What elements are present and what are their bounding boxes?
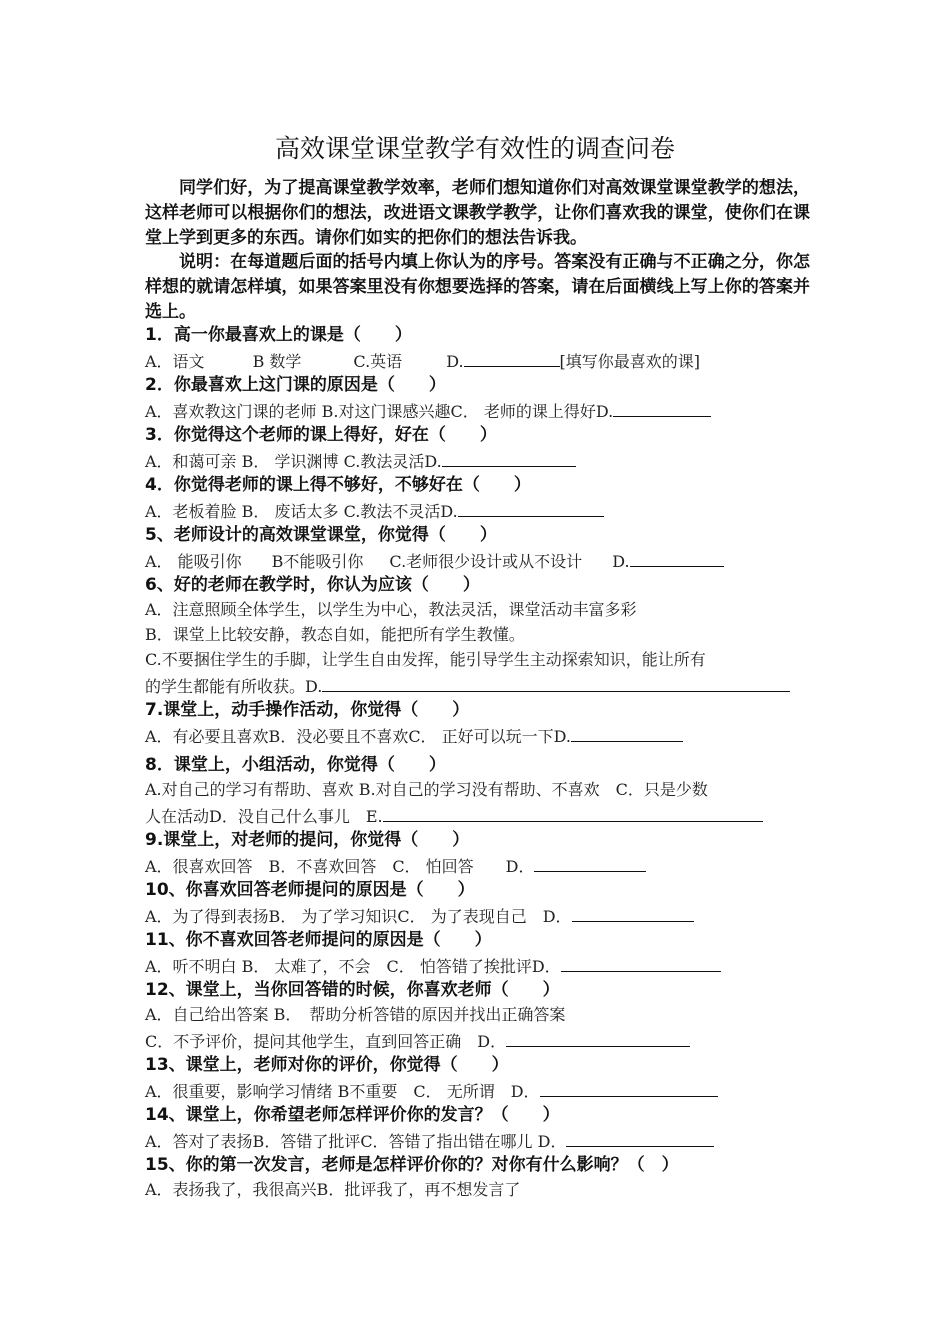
question-14-options: A．答对了表扬B．答错了批评C．答错了指出错在哪儿 D． — [145, 1128, 714, 1154]
answer-blank[interactable] — [613, 398, 711, 417]
question-3-options: A．和蔼可亲 B． 学识渊博 C.教法灵活D. — [145, 448, 576, 474]
answer-blank[interactable] — [572, 903, 694, 922]
question-4-options: A．老板着脸 B． 废话太多 C.教法不灵活D. — [145, 498, 604, 524]
option-b: B 数学 — [252, 352, 302, 371]
question-8-options-line-2: 人在活动D．没自己什么事儿 E. — [145, 803, 763, 829]
question-12-options-line-1: A．自己给出答案 B． 帮助分析答错的原因并找出正确答案 — [145, 1005, 566, 1024]
answer-blank[interactable] — [506, 1028, 690, 1047]
question-15-options: A．表扬我了，我很高兴B．批评我了，再不想发言了 — [145, 1180, 521, 1199]
question-7: 7.课堂上，动手操作活动，你觉得（ ） — [145, 700, 470, 720]
question-7-options: A．有必要且喜欢B．没必要且不喜欢C． 正好可以玩一下D. — [145, 723, 683, 749]
question-3: 3．你觉得这个老师的课上得好，好在（ ） — [145, 425, 497, 445]
answer-blank[interactable] — [464, 348, 560, 367]
document-title: 高效课堂课堂教学有效性的调查问卷 — [274, 134, 675, 163]
question-9: 9.课堂上，对老师的提问，你觉得（ ） — [145, 830, 470, 850]
answer-blank[interactable] — [540, 1078, 718, 1097]
answer-blank[interactable] — [322, 673, 790, 692]
question-11-options: A．听不明白 B． 太难了，不会 C． 怕答错了挨批评D． — [145, 953, 721, 979]
intro-paragraph: 同学们好，为了提高课堂教学效率，老师们想知道你们对高效课堂课堂教学的想法，这样老师可以根据你们的想法，改进语文课教学教学，让你们喜欢我的课堂，使你们在课堂上学到更多的东西。请你们如实的把你们的想法告诉我。 — [145, 178, 810, 248]
question-14: 14、课堂上，你希望老师怎样评价你的发言？（ ） — [145, 1105, 560, 1125]
option-d: D. — [446, 352, 464, 371]
question-15: 15、你的第一次发言，老师是怎样评价你的？对你有什么影响？（ ） — [145, 1155, 679, 1175]
answer-blank[interactable] — [534, 853, 646, 872]
question-1-options — [145, 348, 700, 374]
question-5-options: A． 能吸引你 B不能吸引你 C.老师很少设计或从不设计 D. — [145, 548, 724, 574]
instructions-paragraph: 说明：在每道题后面的括号内填上你认为的序号。答案没有正确与不正确之分，你怎样想的就请怎样填，如果答案里没有你想要选择的答案，请在后面横线上写上你的答案并选上。 — [145, 252, 810, 322]
question-9-options: A．很喜欢回答 B．不喜欢回答 C． 怕回答 D． — [145, 853, 646, 879]
answer-blank[interactable] — [571, 723, 683, 742]
question-13: 13、课堂上，老师对你的评价，你觉得（ ） — [145, 1055, 509, 1075]
question-6-option-c-cont: 的学生都能有所收获。D. — [145, 673, 790, 699]
question-6-option-b: B．课堂上比较安静，教态自如，能把所有学生教懂。 — [145, 625, 525, 644]
question-2: 2．你最喜欢上这门课的原因是（ ） — [145, 375, 446, 395]
answer-blank[interactable] — [383, 803, 763, 822]
answer-blank[interactable] — [458, 498, 604, 517]
question-2-options: A．喜欢教这门课的老师 B.对这门课感兴趣C． 老师的课上得好D. — [145, 398, 711, 424]
question-10: 10、你喜欢回答老师提问的原因是（ ） — [145, 880, 475, 900]
question-12-options-line-2: C．不予评价，提问其他学生，直到回答正确 D． — [145, 1028, 690, 1054]
question-10-options: A．为了得到表扬B． 为了学习知识C． 为了表现自己 D． — [145, 903, 694, 929]
question-8: 8．课堂上，小组活动，你觉得（ ） — [145, 755, 446, 775]
question-6-option-a: A．注意照顾全体学生，以学生为中心，教法灵活，课堂活动丰富多彩 — [145, 600, 637, 619]
option-c: C.英语 — [353, 352, 403, 371]
question-8-options-line-1: A.对自己的学习有帮助、喜欢 B.对自己的学习没有帮助、不喜欢 C．只是少数 — [145, 780, 708, 799]
question-6-option-c: C.不要捆住学生的手脚，让学生自由发挥，能引导学生主动探索知识，能让所有 — [145, 650, 706, 669]
question-4: 4．你觉得老师的课上得不够好，不够好在（ ） — [145, 475, 531, 495]
question-12: 12、课堂上，当你回答错的时候，你喜欢老师（ ） — [145, 980, 560, 1000]
option-d-note: [填写你最喜欢的课] — [559, 352, 701, 371]
option-a: A．语文 — [145, 352, 205, 371]
question-6: 6、好的老师在教学时，你认为应该（ ） — [145, 575, 480, 595]
question-11: 11、你不喜欢回答老师提问的原因是（ ） — [145, 930, 492, 950]
question-13-options: A．很重要，影响学习情绪 B不重要 C． 无所谓 D． — [145, 1078, 718, 1104]
answer-blank[interactable] — [561, 953, 721, 972]
question-1: 1．高一你最喜欢上的课是（ ） — [145, 325, 412, 345]
answer-blank[interactable] — [442, 448, 576, 467]
question-5: 5、老师设计的高效课堂课堂，你觉得（ ） — [145, 525, 497, 545]
answer-blank[interactable] — [566, 1128, 714, 1147]
answer-blank[interactable] — [630, 548, 724, 567]
